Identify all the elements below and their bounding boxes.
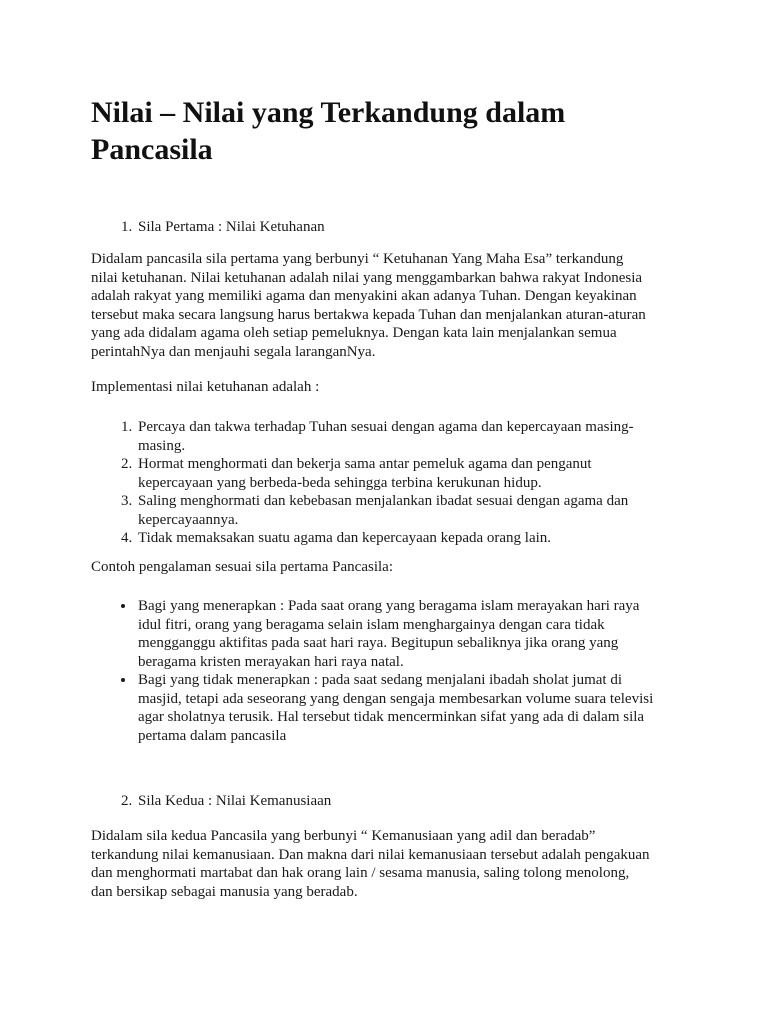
section-1-paragraph: Didalam pancasila sila pertama yang berbunyi “ Ketuhanan Yang Maha Esa” terkandung nilai ketuhanan. Nilai ketuhanan adalah nilai yang menggambarkan bahwa rakyat Indonesia adalah rakyat yang memiliki agama dan menyakini akan adanya Tuhan. Dengan keyakinan tersebut maka secara langsung harus bertakwa kepada Tuhan dan menjalankan aturan-aturan yang ada didalam agama oleh setiap pemeluknya. Dengan kata lain menjalankan semua perintahNya dan menjauhi segala laranganNya. [91,251,646,360]
list-item: 4. Tidak memaksakan suatu agama dan kepercayaan kepada orang lain. [136,529,661,548]
implementation-list [91,418,661,548]
section-2-heading-block [91,792,661,811]
list-item: 1. Percaya dan takwa terhadap Tuhan sesuai dengan agama dan kepercayaan masing-masing. [136,418,661,455]
list-item: 3. Saling menghormati dan kebebasan menjalankan ibadat sesuai dengan agama dan kepercayaannya. [136,492,661,529]
section-heading: 1. Sila Pertama : Nilai Ketuhanan [136,218,661,237]
list-item: • Bagi yang tidak menerapkan : pada saat sedang menjalani ibadah sholat jumat di masjid, tetapi ada seseorang yang dengan sengaja membesarkan volume suara televisi agar sholatnya terusik. Hal tersebut tidak mencerminkan sifat yang ada di dalam sila pertama dalam pancasila [136,671,661,745]
implementation-intro: Implementasi nilai ketuhanan adalah : [91,379,320,395]
list-item: • Bagi yang menerapkan : Pada saat orang yang beragama islam merayakan hari raya idul fitri, orang yang beragama selain islam menghargainya dengan cara tidak mengganggu aktifitas pada saat hari raya. Begitupun sebaliknya jika orang yang beragama kristen merayakan hari raya natal. [136,597,661,671]
example-list [91,597,661,745]
section-1-heading-block [91,218,661,237]
section-2-paragraph: Didalam sila kedua Pancasila yang berbunyi “ Kemanusiaan yang adil dan beradab” terkandung nilai kemanusiaan. Dan makna dari nilai kemanusiaan tersebut adalah pengakuan dan menghormati martabat dan hak orang lain / sesama manusia, saling tolong menolong, dan bersikap sebagai manusia yang beradab. [91,828,650,900]
example-intro: Contoh pengalaman sesuai sila pertama Pancasila: [91,559,393,575]
document-title: Nilai – Nilai yang Terkandung dalam Pancasila [91,96,566,166]
list-item: 2. Hormat menghormati dan bekerja sama antar pemeluk agama dan penganut kepercayaan yang berbeda-beda sehingga terbina kerukunan hidup. [136,455,661,492]
section-heading: 2. Sila Kedua : Nilai Kemanusiaan [136,792,661,811]
